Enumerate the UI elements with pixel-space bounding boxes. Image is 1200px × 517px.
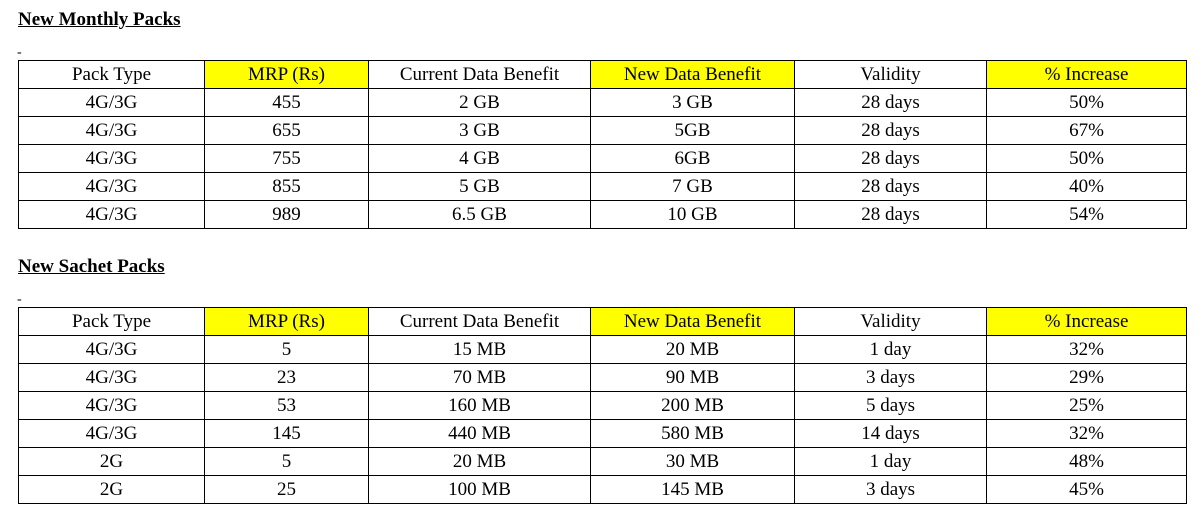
cell-current-data: 100 MB xyxy=(369,476,591,504)
sachet-packs-table xyxy=(18,307,1187,504)
table-row xyxy=(19,420,1187,448)
cell-current-data: 15 MB xyxy=(369,336,591,364)
cell-increase: 45% xyxy=(987,476,1187,504)
cell-mrp: 145 xyxy=(205,420,369,448)
col-new-data-header: New Data Benefit xyxy=(591,308,795,336)
table-row xyxy=(19,173,1187,201)
cell-validity: 28 days xyxy=(795,89,987,117)
cell-pack-type: 4G/3G xyxy=(19,145,205,173)
header-row xyxy=(19,61,1187,89)
cell-current-data: 440 MB xyxy=(369,420,591,448)
cell-pack-type: 4G/3G xyxy=(19,392,205,420)
cell-increase: 32% xyxy=(987,420,1187,448)
table-row xyxy=(19,201,1187,229)
col-pack-type-header: Pack Type xyxy=(19,61,205,89)
cell-validity: 28 days xyxy=(795,201,987,229)
cell-current-data: 3 GB xyxy=(369,117,591,145)
cell-current-data: 70 MB xyxy=(369,364,591,392)
cell-current-data: 4 GB xyxy=(369,145,591,173)
cell-pack-type: 4G/3G xyxy=(19,336,205,364)
cell-validity: 1 day xyxy=(795,336,987,364)
cell-validity: 3 days xyxy=(795,364,987,392)
cell-pack-type: 4G/3G xyxy=(19,201,205,229)
cell-mrp: 5 xyxy=(205,448,369,476)
cell-increase: 50% xyxy=(987,145,1187,173)
cell-increase: 40% xyxy=(987,173,1187,201)
cell-new-data: 5GB xyxy=(591,117,795,145)
cell-current-data: 6.5 GB xyxy=(369,201,591,229)
cell-increase: 25% xyxy=(987,392,1187,420)
sachet-packs-title: New Sachet Packs xyxy=(18,256,165,277)
col-validity-header: Validity xyxy=(795,308,987,336)
table-row xyxy=(19,448,1187,476)
col-mrp-header: MRP (Rs) xyxy=(205,308,369,336)
cell-current-data: 5 GB xyxy=(369,173,591,201)
table-row xyxy=(19,364,1187,392)
cell-mrp: 455 xyxy=(205,89,369,117)
cell-mrp: 25 xyxy=(205,476,369,504)
cell-new-data: 3 GB xyxy=(591,89,795,117)
header-row xyxy=(19,308,1187,336)
cell-increase: 29% xyxy=(987,364,1187,392)
table-row xyxy=(19,392,1187,420)
cell-current-data: 20 MB xyxy=(369,448,591,476)
cell-new-data: 6GB xyxy=(591,145,795,173)
cell-mrp: 23 xyxy=(205,364,369,392)
cell-new-data: 90 MB xyxy=(591,364,795,392)
cell-validity: 14 days xyxy=(795,420,987,448)
cell-current-data: 2 GB xyxy=(369,89,591,117)
cell-pack-type: 4G/3G xyxy=(19,173,205,201)
col-current-data-header: Current Data Benefit xyxy=(369,61,591,89)
cell-validity: 5 days xyxy=(795,392,987,420)
cell-pack-type: 4G/3G xyxy=(19,420,205,448)
cell-new-data: 30 MB xyxy=(591,448,795,476)
stray-mark: - xyxy=(17,45,22,60)
cell-new-data: 145 MB xyxy=(591,476,795,504)
table-row xyxy=(19,117,1187,145)
table-row xyxy=(19,476,1187,504)
col-increase-header: % Increase xyxy=(987,308,1187,336)
monthly-packs-table xyxy=(18,60,1187,229)
cell-pack-type: 4G/3G xyxy=(19,364,205,392)
col-mrp-header: MRP (Rs) xyxy=(205,61,369,89)
cell-mrp: 655 xyxy=(205,117,369,145)
cell-new-data: 10 GB xyxy=(591,201,795,229)
monthly-packs-title: New Monthly Packs xyxy=(18,9,181,30)
cell-increase: 54% xyxy=(987,201,1187,229)
cell-new-data: 20 MB xyxy=(591,336,795,364)
cell-increase: 67% xyxy=(987,117,1187,145)
table-row xyxy=(19,145,1187,173)
cell-increase: 32% xyxy=(987,336,1187,364)
col-validity-header: Validity xyxy=(795,61,987,89)
cell-mrp: 755 xyxy=(205,145,369,173)
cell-pack-type: 4G/3G xyxy=(19,117,205,145)
cell-validity: 28 days xyxy=(795,173,987,201)
table-row xyxy=(19,336,1187,364)
col-current-data-header: Current Data Benefit xyxy=(369,308,591,336)
stray-mark: - xyxy=(17,292,22,307)
table-row xyxy=(19,89,1187,117)
cell-new-data: 7 GB xyxy=(591,173,795,201)
cell-current-data: 160 MB xyxy=(369,392,591,420)
cell-validity: 28 days xyxy=(795,145,987,173)
cell-new-data: 580 MB xyxy=(591,420,795,448)
cell-validity: 28 days xyxy=(795,117,987,145)
col-new-data-header: New Data Benefit xyxy=(591,61,795,89)
cell-pack-type: 2G xyxy=(19,448,205,476)
cell-validity: 3 days xyxy=(795,476,987,504)
col-increase-header: % Increase xyxy=(987,61,1187,89)
cell-new-data: 200 MB xyxy=(591,392,795,420)
cell-increase: 50% xyxy=(987,89,1187,117)
cell-mrp: 855 xyxy=(205,173,369,201)
cell-validity: 1 day xyxy=(795,448,987,476)
cell-mrp: 53 xyxy=(205,392,369,420)
col-pack-type-header: Pack Type xyxy=(19,308,205,336)
cell-pack-type: 4G/3G xyxy=(19,89,205,117)
cell-pack-type: 2G xyxy=(19,476,205,504)
cell-increase: 48% xyxy=(987,448,1187,476)
cell-mrp: 989 xyxy=(205,201,369,229)
cell-mrp: 5 xyxy=(205,336,369,364)
